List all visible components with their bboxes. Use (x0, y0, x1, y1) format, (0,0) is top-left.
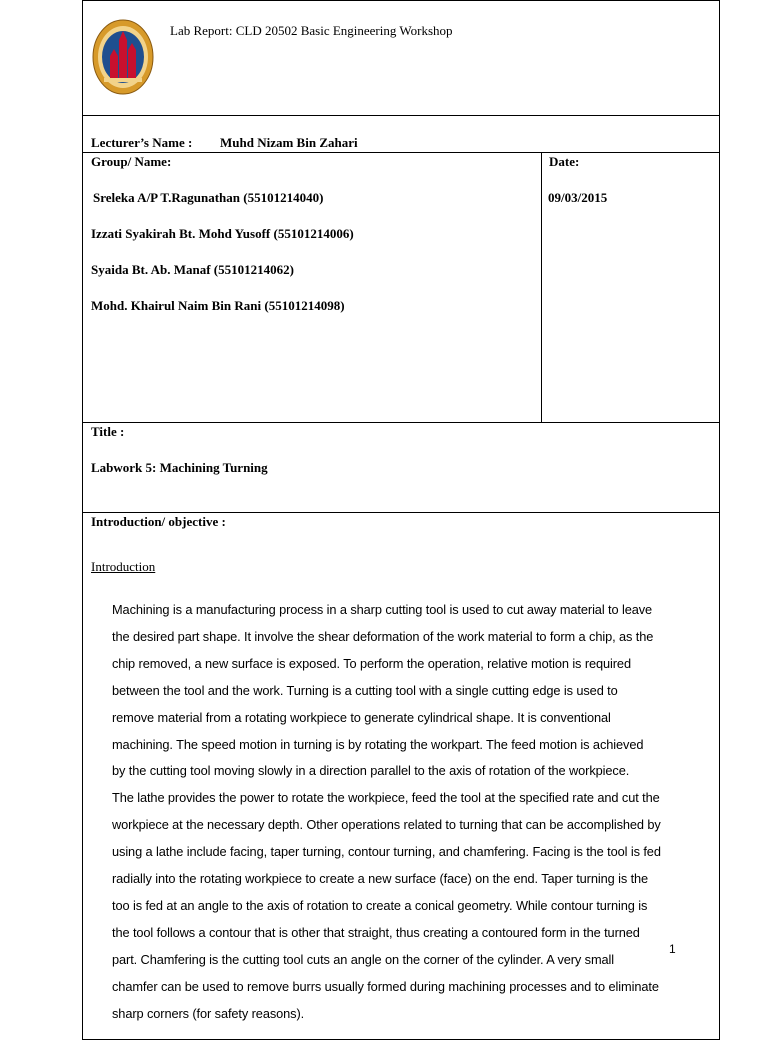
footnote-marker: 1 (669, 942, 676, 956)
title-value: Labwork 5: Machining Turning (91, 460, 268, 475)
divider-date-column (541, 152, 542, 422)
paragraph-line: using a lathe include facing, taper turning, contour turning, and chamfering. Facing is the tool is fed (112, 844, 661, 860)
lecturer-name: Muhd Nizam Bin Zahari (220, 135, 358, 150)
paragraph-line: chip removed, a new surface is exposed. To perform the operation, relative motion is required (112, 655, 631, 671)
lecturer-label: Lecturer’s Name : (91, 135, 193, 150)
date-label: Date: (549, 154, 580, 169)
paragraph-line: workpiece at the necessary depth. Other operations related to turning that can be accomplished by (112, 817, 661, 833)
paragraph-line: by the cutting tool moving slowly in a direction parallel to the axis of rotation of the workpiece. (112, 763, 630, 779)
group-member: Izzati Syakirah Bt. Mohd Yusoff (55101214006) (91, 226, 354, 241)
paragraph-line: between the tool and the work. Turning is a cutting tool with a single cutting edge is used to (112, 682, 618, 698)
paragraph-line: remove material from a rotating workpiece to generate cylindrical shape. It is conventional (112, 709, 611, 725)
title-label: Title : (91, 424, 125, 439)
group-member: Sreleka A/P T.Ragunathan (55101214040) (93, 190, 324, 205)
paragraph-line: part. Chamfering is the cutting tool cuts an angle on the corner of the cylinder. A very small (112, 951, 615, 967)
divider-lecturer (82, 152, 720, 153)
divider-header (82, 115, 720, 116)
divider-group (82, 422, 720, 423)
date-value: 09/03/2015 (548, 190, 608, 205)
divider-title (82, 512, 720, 513)
paragraph-line: sharp corners (for safety reasons). (112, 1005, 305, 1021)
paragraph-line: the tool follows a contour that is other that straight, thus creating a contoured form in the turned (112, 924, 640, 940)
paragraph-line: too is fed at an angle to the axis of rotation to create a conical geometry. While contour turning is (112, 897, 648, 913)
group-label: Group/ Name: (91, 154, 172, 169)
paragraph-line: Machining is a manufacturing process in a sharp cutting tool is used to cut away material to leave (112, 602, 653, 617)
report-title: Lab Report: CLD 20502 Basic Engineering Workshop (170, 23, 453, 38)
university-seal-icon (92, 18, 154, 96)
paragraph-line: chamfer can be used to remove burrs usually formed during machining processes and to eliminate (112, 978, 659, 994)
group-member: Mohd. Khairul Naim Bin Rani (55101214098) (91, 298, 345, 313)
group-member: Syaida Bt. Ab. Manaf (55101214062) (91, 262, 294, 277)
introduction-label: Introduction/ objective : (91, 514, 226, 529)
paragraph-line: machining. The speed motion in turning is by rotating the workpart. The feed motion is achieved (112, 736, 644, 752)
paragraph-line: radially into the rotating workpiece to create a new surface (face) on the end. Taper turning is the (112, 871, 649, 887)
paragraph-line: The lathe provides the power to rotate the workpiece, feed the tool at the specified rate and cut the (112, 790, 660, 806)
introduction-paragraph (112, 597, 712, 1028)
paragraph-line: the desired part shape. It involve the shear deformation of the work material to form a chip, as the (112, 628, 654, 644)
introduction-heading: Introduction (91, 559, 156, 574)
